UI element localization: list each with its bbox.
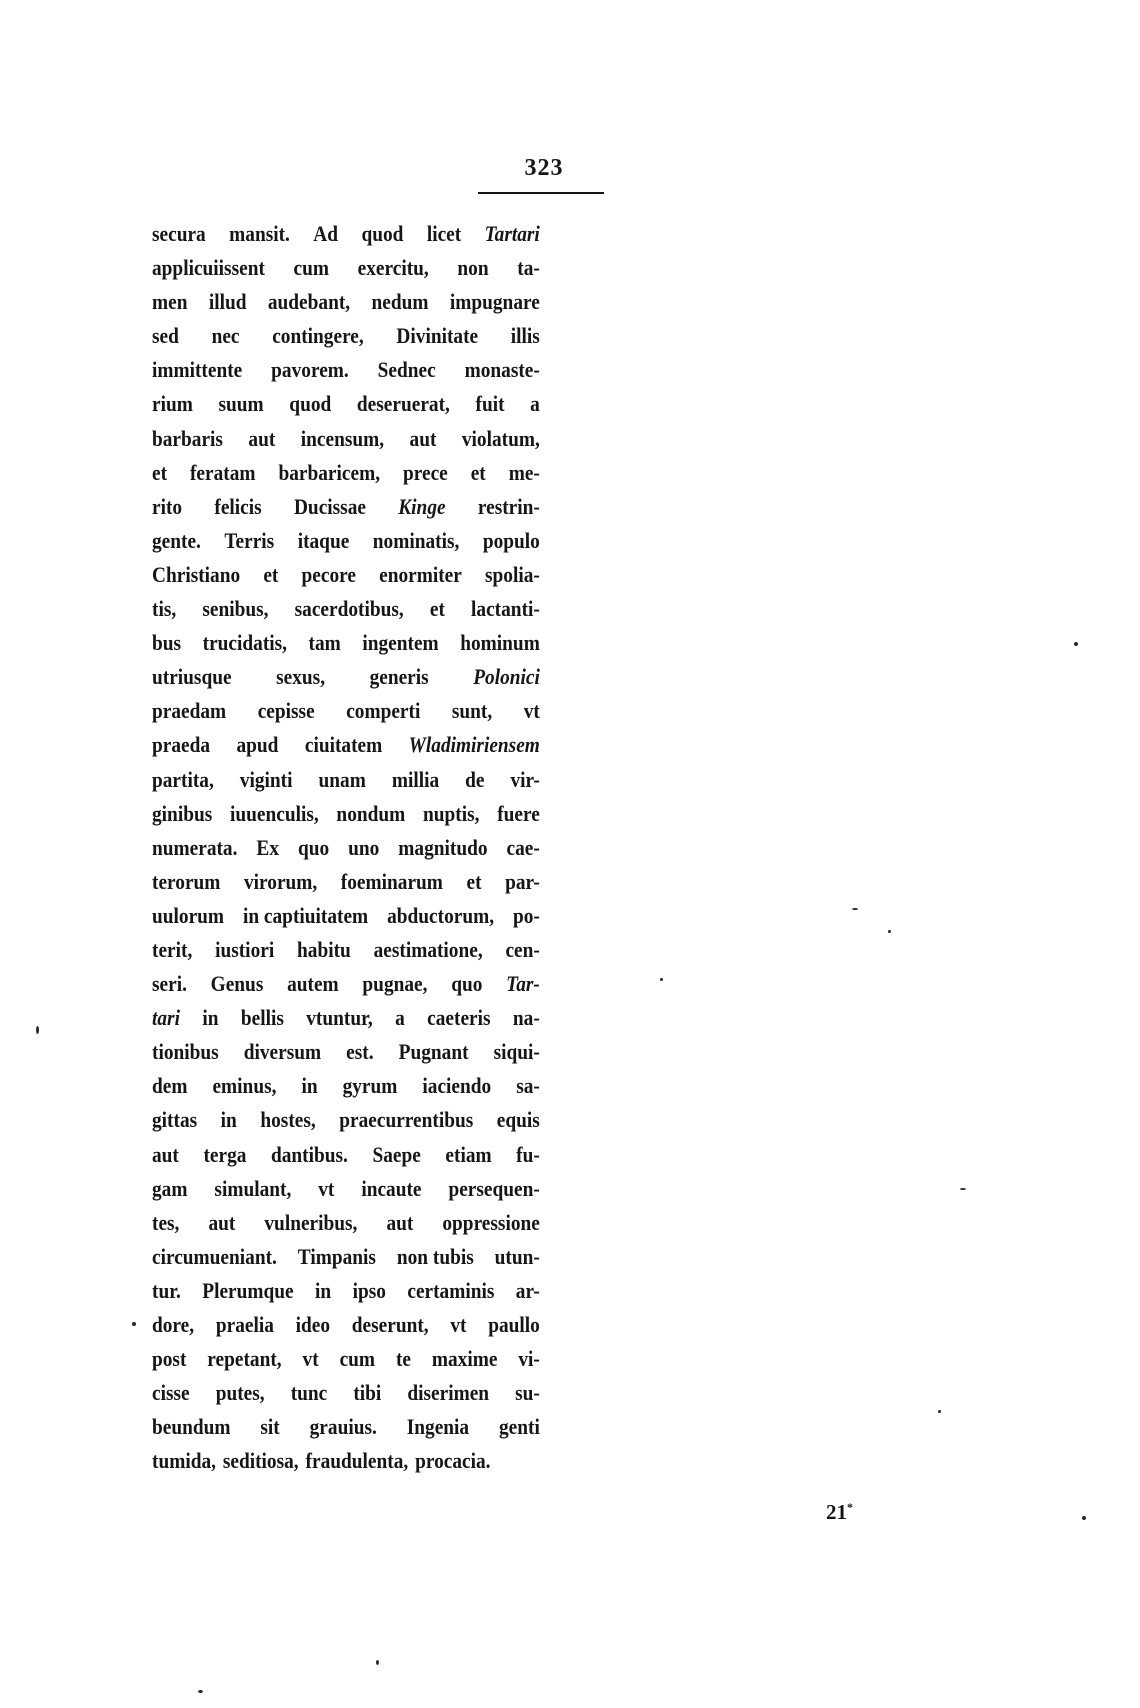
word: oppressione — [442, 1209, 540, 1235]
word: nondum — [336, 800, 406, 826]
word: maxime — [431, 1346, 498, 1372]
word: te — [395, 1346, 411, 1372]
text-line — [152, 660, 540, 694]
word: applicuiissent — [152, 255, 265, 281]
signature-number: 21 — [826, 1500, 847, 1524]
word: fraudulenta, — [305, 1448, 409, 1474]
word: cen- — [505, 936, 540, 962]
word: post — [152, 1346, 187, 1372]
word: bellis — [240, 1005, 284, 1031]
word: Timpanis — [297, 1243, 376, 1269]
word: monaste- — [464, 357, 540, 383]
scan-speck — [132, 1322, 136, 1326]
word: Genus — [210, 971, 264, 997]
word: vtuntur, — [306, 1005, 373, 1031]
word: quo — [451, 971, 483, 997]
word: Ingenia — [406, 1414, 470, 1440]
word: barbaricem, — [278, 459, 381, 485]
text-line — [152, 1206, 540, 1240]
header-rule — [478, 192, 604, 194]
word: dantibus. — [270, 1141, 348, 1167]
word: enormiter — [379, 561, 462, 587]
word: sed — [152, 323, 179, 349]
text-line — [152, 592, 540, 626]
word: deseruerat, — [356, 391, 450, 417]
word: terga — [203, 1141, 247, 1167]
word: ideo — [295, 1312, 331, 1337]
word: utun- — [494, 1243, 540, 1269]
word: in — [202, 1005, 219, 1031]
word: mansit. — [229, 221, 290, 246]
word: uno — [348, 834, 380, 860]
italic-word: Kinge — [398, 493, 446, 519]
word: Ducissae — [293, 493, 366, 519]
text-line — [152, 899, 540, 933]
word: rium — [152, 391, 193, 417]
word: tumida, — [152, 1448, 216, 1474]
word: generis — [369, 664, 429, 690]
word: seri. — [152, 971, 187, 997]
word: felicis — [214, 493, 262, 519]
word: ta- — [517, 255, 540, 281]
word: bus — [152, 630, 182, 656]
word: iuuenculis, — [229, 800, 319, 826]
word: vt — [318, 1175, 335, 1201]
scan-speck — [198, 1690, 203, 1693]
word: de — [465, 766, 485, 792]
scan-speck — [852, 908, 858, 910]
word: praelia — [215, 1312, 274, 1337]
word: rito — [152, 493, 183, 519]
word: aut — [208, 1209, 236, 1235]
word: deserunt, — [351, 1312, 429, 1337]
word: po- — [512, 902, 540, 928]
word: lactanti- — [471, 596, 540, 622]
word: repetant, — [207, 1346, 282, 1372]
word: tibi — [353, 1380, 382, 1406]
word: non tubis — [396, 1243, 474, 1269]
text-line — [152, 1172, 540, 1206]
text-line — [152, 1069, 540, 1103]
word: diversum — [243, 1039, 322, 1065]
word: habitu — [297, 936, 351, 962]
word: impugnare — [449, 289, 540, 315]
text-line — [152, 1103, 540, 1137]
text-line — [152, 251, 540, 285]
word: praedam — [152, 698, 227, 724]
page-number: 323 — [524, 155, 564, 181]
text-line — [152, 728, 540, 762]
word: vi- — [518, 1346, 540, 1372]
word: illis — [510, 323, 540, 349]
italic-word: Tar- — [506, 971, 540, 997]
word: et — [429, 596, 445, 622]
word: in — [301, 1073, 318, 1099]
word: seditiosa, — [222, 1448, 299, 1474]
word: su- — [515, 1380, 540, 1406]
text-line — [152, 217, 540, 251]
word: est. — [346, 1039, 374, 1065]
text-line — [152, 387, 540, 421]
word: nuptis, — [422, 800, 480, 826]
word: unam — [318, 766, 366, 792]
word: caeteris — [427, 1005, 491, 1031]
word: nedum — [371, 289, 429, 315]
text-line — [152, 1410, 540, 1444]
word: cum — [293, 255, 330, 281]
text-line — [152, 558, 540, 592]
word: dore, — [152, 1312, 195, 1337]
word: magnitudo — [398, 834, 488, 860]
word: quo — [297, 834, 330, 860]
text-line — [152, 763, 540, 797]
word: tes, — [152, 1209, 180, 1235]
word: tis, — [152, 596, 177, 622]
text-line — [152, 1274, 540, 1308]
word: tunc — [290, 1380, 328, 1406]
word: secura — [152, 221, 206, 246]
word: aestimatione, — [373, 936, 483, 962]
word: na- — [512, 1005, 540, 1031]
word: ginibus — [152, 800, 213, 826]
word: iaciendo — [422, 1073, 492, 1099]
word: numerata. — [152, 834, 238, 860]
word: cepisse — [257, 698, 315, 724]
word: trucidatis, — [202, 630, 288, 656]
word: aut — [152, 1141, 179, 1167]
word: siqui- — [493, 1039, 540, 1065]
word: persequen- — [448, 1175, 540, 1201]
word: restrin- — [477, 493, 540, 519]
word: vir- — [510, 766, 540, 792]
scan-speck — [1074, 642, 1078, 646]
word: senibus, — [202, 596, 269, 622]
word: contingere, — [272, 323, 364, 349]
word: Ad — [313, 221, 339, 246]
word: et — [470, 459, 486, 485]
word: comperti — [346, 698, 421, 724]
word: exercitu, — [357, 255, 429, 281]
word: nec — [211, 323, 240, 349]
word: a — [530, 391, 540, 417]
italic-word: Tartari — [484, 221, 540, 246]
word: fuere — [497, 800, 540, 826]
word: pugnae, — [362, 971, 428, 997]
word: fu- — [516, 1141, 540, 1167]
word: Sednec — [377, 357, 436, 383]
word: paullo — [488, 1312, 540, 1337]
word: illud — [208, 289, 247, 315]
word: Ex — [256, 834, 280, 860]
text-line — [152, 1444, 540, 1478]
scan-speck — [1082, 1516, 1086, 1520]
scan-speck — [888, 930, 891, 933]
word: uulorum — [152, 902, 225, 928]
word: ingentem — [362, 630, 439, 656]
word: itaque — [297, 527, 350, 553]
word: iustiori — [215, 936, 275, 962]
scan-speck — [36, 1026, 39, 1034]
word: hominum — [460, 630, 540, 656]
scan-speck — [660, 978, 663, 981]
word: procacia. — [415, 1448, 491, 1474]
word: vt — [302, 1346, 319, 1372]
text-line — [152, 353, 540, 387]
word: foeminarum — [340, 868, 443, 894]
word: gente. — [152, 527, 201, 553]
text-line — [152, 967, 540, 1001]
word: in captiuitatem — [242, 902, 369, 928]
word: viginti — [239, 766, 293, 792]
word: aut — [386, 1209, 414, 1235]
word: pavorem. — [271, 357, 349, 383]
word: cum — [339, 1346, 376, 1372]
word: nominatis, — [372, 527, 460, 553]
text-line — [152, 694, 540, 728]
word: incensum, — [300, 425, 385, 451]
word: aut — [248, 425, 276, 451]
word: millia — [391, 766, 440, 792]
word: hostes, — [260, 1107, 316, 1133]
word: barbaris — [152, 425, 223, 451]
word: tur. — [152, 1277, 181, 1303]
word: Plerumque — [202, 1277, 294, 1303]
text-line — [152, 797, 540, 831]
word: equis — [496, 1107, 540, 1133]
word: vt — [523, 698, 540, 724]
word: quod — [361, 221, 404, 246]
signature-mark: * — [847, 1500, 853, 1514]
word: sa- — [516, 1073, 540, 1099]
word: genti — [498, 1414, 540, 1440]
text-line — [152, 1308, 540, 1342]
scan-speck — [960, 1188, 966, 1190]
word: certaminis — [407, 1277, 495, 1303]
word: ciuitatem — [304, 732, 383, 758]
text-line — [152, 1342, 540, 1376]
text-line — [152, 422, 540, 456]
word: fuit — [475, 391, 505, 417]
word: apud — [236, 732, 279, 758]
word: suum — [218, 391, 264, 417]
word: non — [457, 255, 489, 281]
word: praecurrentibus — [339, 1107, 474, 1133]
word: licet — [426, 221, 462, 246]
word: autem — [287, 971, 339, 997]
word: Christiano — [152, 561, 241, 587]
text-line — [152, 865, 540, 899]
word: cisse — [152, 1380, 190, 1406]
word: sit — [260, 1414, 280, 1440]
text-line — [152, 456, 540, 490]
word: sexus, — [276, 664, 326, 690]
word: vt — [450, 1312, 467, 1337]
word: par- — [505, 868, 540, 894]
word: praeda — [152, 732, 211, 758]
word: pecore — [301, 561, 356, 587]
word: in — [220, 1107, 237, 1133]
text-line — [152, 1138, 540, 1172]
word: populo — [482, 527, 540, 553]
text-line — [152, 1001, 540, 1035]
word: eminus, — [212, 1073, 277, 1099]
italic-word: Wladimiriensem — [408, 732, 540, 758]
word: Divinitate — [396, 323, 479, 349]
body-text — [152, 217, 540, 1478]
word: grauius. — [309, 1414, 377, 1440]
word: dem — [152, 1073, 188, 1099]
text-line — [152, 1376, 540, 1410]
word: vulneribus, — [264, 1209, 358, 1235]
text-line — [152, 626, 540, 660]
word: abductorum, — [387, 902, 495, 928]
word: feratam — [189, 459, 256, 485]
word: a — [395, 1005, 405, 1031]
word: et — [152, 459, 168, 485]
word: spolia- — [484, 561, 540, 587]
word: incaute — [361, 1175, 422, 1201]
word: ar- — [515, 1277, 540, 1303]
word: gittas — [152, 1107, 198, 1133]
word: tionibus — [152, 1039, 219, 1065]
word: men — [152, 289, 188, 315]
word: diserimen — [407, 1380, 490, 1406]
word: partita, — [152, 766, 214, 792]
printer-signature — [826, 1500, 853, 1525]
word: et — [466, 868, 482, 894]
word: putes, — [215, 1380, 265, 1406]
word: violatum, — [461, 425, 540, 451]
word: beundum — [152, 1414, 231, 1440]
word: prece — [402, 459, 448, 485]
word: gyrum — [342, 1073, 398, 1099]
word: tam — [308, 630, 341, 656]
word: Pugnant — [398, 1039, 469, 1065]
text-line — [152, 1240, 540, 1274]
word: gam — [152, 1175, 188, 1201]
italic-word: tari — [152, 1005, 180, 1031]
word: aut — [409, 425, 437, 451]
word: circumueniant. — [152, 1243, 277, 1269]
text-line — [152, 1035, 540, 1069]
text-line — [152, 319, 540, 353]
text-line — [152, 490, 540, 524]
word: cae- — [506, 834, 540, 860]
scan-speck — [938, 1410, 941, 1413]
word: virorum, — [243, 868, 318, 894]
italic-word: Polonici — [473, 664, 540, 690]
word: sunt, — [451, 698, 493, 724]
word: terit, — [152, 936, 193, 962]
scan-speck — [376, 1660, 379, 1665]
word: audebant, — [267, 289, 351, 315]
word: me- — [508, 459, 540, 485]
word: simulant, — [214, 1175, 292, 1201]
text-line — [152, 933, 540, 967]
word: in — [315, 1277, 332, 1303]
word: etiam — [445, 1141, 492, 1167]
word: ipso — [352, 1277, 386, 1303]
word: immittente — [152, 357, 243, 383]
word: terorum — [152, 868, 221, 894]
word: sacerdotibus, — [294, 596, 404, 622]
word: utriusque — [152, 664, 232, 690]
text-line — [152, 524, 540, 558]
word: et — [263, 561, 279, 587]
text-line — [152, 285, 540, 319]
word: Saepe — [372, 1141, 421, 1167]
text-line — [152, 831, 540, 865]
word: Terris — [224, 527, 275, 553]
word: quod — [289, 391, 332, 417]
